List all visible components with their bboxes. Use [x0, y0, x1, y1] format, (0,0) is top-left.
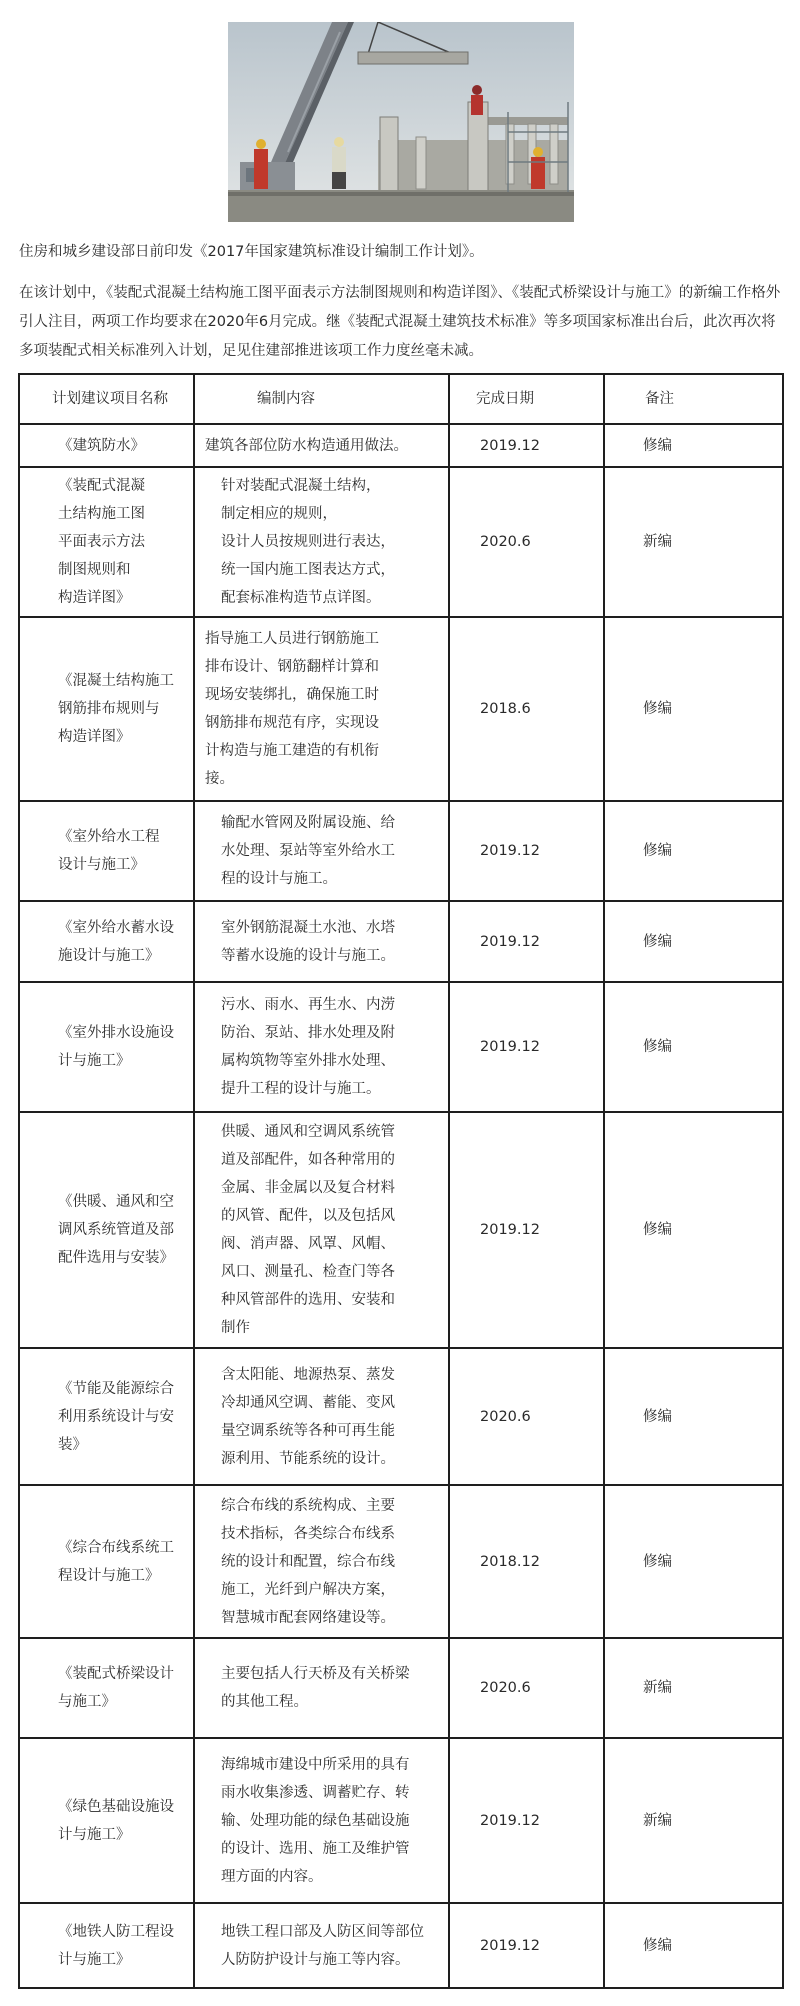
row-note: 修编	[643, 437, 672, 454]
header-completion-date: 完成日期	[449, 374, 604, 424]
row-project-name: 《绿色基础设施设 计与施工》	[58, 1798, 174, 1843]
row-completion-date: 2020.6	[480, 1680, 531, 1696]
row-note: 修编	[643, 1222, 672, 1238]
row-completion-date: 2018.12	[480, 1553, 540, 1570]
table-row	[19, 1485, 783, 1638]
row-note: 修编	[643, 1408, 672, 1425]
row-completion-date: 2020.6	[480, 1408, 531, 1425]
article-intro	[19, 238, 781, 378]
table-row	[19, 982, 783, 1112]
row-content: 建筑各部位防水构造通用做法。	[205, 437, 408, 454]
row-content: 供暖、通风和空调风系统管 道及部配件，如各种常用的 金属、非金属以及复合材料 的风管、配件，以及包括风 阀、消声器、风罩、风帽、 风口、测量孔、检查门等各 种风管部件的选用、安装和 制作	[221, 1124, 395, 1336]
intro-paragraph-1: 住房和城乡建设部日前印发《2017年国家建筑标准设计编制工作计划》。	[19, 244, 484, 260]
row-project-name: 《综合布线系统工 程设计与施工》	[58, 1539, 174, 1584]
row-content: 室外钢筋混凝土水池、水塔 等蓄水设施的设计与施工。	[221, 919, 395, 964]
row-project-name: 《混凝土结构施工 钢筋排布规则与 构造详图》	[58, 673, 174, 745]
row-content: 针对装配式混凝土结构， 制定相应的规则， 设计人员按规则进行表达， 统一国内施工图表达方式， 配套标准构造节点详图。	[221, 478, 395, 606]
row-note: 修编	[643, 1937, 672, 1954]
row-note: 修编	[643, 1553, 672, 1570]
row-project-name: 《供暖、通风和空 调风系统管道及部 配件选用与安装》	[58, 1194, 174, 1266]
row-note: 修编	[643, 843, 672, 859]
row-project-name: 《室外给水工程 设计与施工》	[58, 829, 160, 873]
row-completion-date: 2019.12	[480, 843, 540, 859]
row-content: 综合布线的系统构成、主要 技术指标，各类综合布线系 统的设计和配置，综合布线 施工，光纤到户解决方案， 智慧城市配套网络建设等。	[221, 1497, 395, 1626]
row-note: 修编	[643, 1039, 672, 1055]
row-completion-date: 2019.12	[480, 1039, 540, 1055]
construction-crane-photo	[228, 22, 574, 222]
row-completion-date: 2019.12	[480, 1812, 540, 1829]
table-row	[19, 801, 783, 901]
row-completion-date: 2019.12	[480, 1937, 540, 1954]
row-completion-date: 2019.12	[480, 437, 540, 454]
table-row	[19, 617, 783, 801]
row-content: 海绵城市建设中所采用的具有 雨水收集渗透、调蓄贮存、转 输、处理功能的绿色基础设施 的设计、选用、施工及维护管 理方面的内容。	[221, 1756, 410, 1885]
row-completion-date: 2019.12	[480, 933, 540, 950]
row-completion-date: 2019.12	[480, 1222, 540, 1238]
header-project-name: 计划建议项目名称	[19, 374, 194, 424]
table-row	[19, 1348, 783, 1485]
row-completion-date: 2018.6	[480, 701, 531, 717]
header-note: 备注	[604, 374, 783, 424]
intro-paragraph-2: 在该计划中，《装配式混凝土结构施工图平面表示方法制图规则和构造详图》、《装配式桥梁设计与施工》的新编工作格外引人注目，两项工作均要求在2020年6月完成。继《装配式混凝土建筑技术标准》等多项国家标准出台后，此次再次将多项装配式相关标准列入计划，足见住建部推进该项工作力度丝毫未减。	[19, 285, 781, 359]
table-row	[19, 1112, 783, 1348]
row-project-name: 《室外给水蓄水设 施设计与施工》	[58, 919, 174, 964]
row-project-name: 《地铁人防工程设 计与施工》	[58, 1923, 174, 1968]
row-content: 指导施工人员进行钢筋施工 排布设计、钢筋翻样计算和 现场安装绑扎，确保施工时 钢筋排布规范有序，实现设 计构造与施工建造的有机衔 接。	[205, 631, 379, 787]
row-project-name: 《建筑防水》	[58, 437, 145, 454]
row-note: 新编	[643, 534, 672, 550]
row-note: 新编	[643, 1812, 672, 1829]
row-content: 地铁工程口部及人防区间等部位 人防防护设计与施工等内容。	[221, 1923, 424, 1968]
table-row	[19, 1903, 783, 1988]
row-note: 修编	[643, 933, 672, 950]
header-content: 编制内容	[194, 374, 449, 424]
row-content: 输配水管网及附属设施、给 水处理、泵站等室外给水工 程的设计与施工。	[221, 815, 395, 887]
row-note: 修编	[643, 701, 672, 717]
table-row	[19, 1738, 783, 1903]
row-completion-date: 2020.6	[480, 534, 531, 550]
table-row	[19, 424, 783, 467]
row-project-name: 《装配式桥梁设计 与施工》	[58, 1666, 174, 1710]
row-project-name: 《节能及能源综合 利用系统设计与安 装》	[58, 1380, 174, 1453]
row-content: 主要包括人行天桥及有关桥梁 的其他工程。	[221, 1666, 410, 1710]
row-note: 新编	[643, 1680, 672, 1696]
row-content: 含太阳能、地源热泵、蒸发 冷却通风空调、蓄能、变风 量空调系统等各种可再生能 源利用、节能系统的设计。	[221, 1366, 395, 1467]
table-row	[19, 467, 783, 617]
row-project-name: 《室外排水设施设 计与施工》	[58, 1025, 174, 1069]
table-header-row	[19, 374, 783, 424]
table-row	[19, 1638, 783, 1738]
row-project-name: 《装配式混凝 土结构施工图 平面表示方法 制图规则和 构造详图》	[58, 478, 145, 606]
row-content: 污水、雨水、再生水、内涝 防治、泵站、排水处理及附 属构筑物等室外排水处理、 提升工程的设计与施工。	[221, 997, 395, 1097]
standards-plan-table	[18, 373, 784, 1989]
construction-scene-illustration	[228, 22, 574, 222]
table-row	[19, 901, 783, 982]
